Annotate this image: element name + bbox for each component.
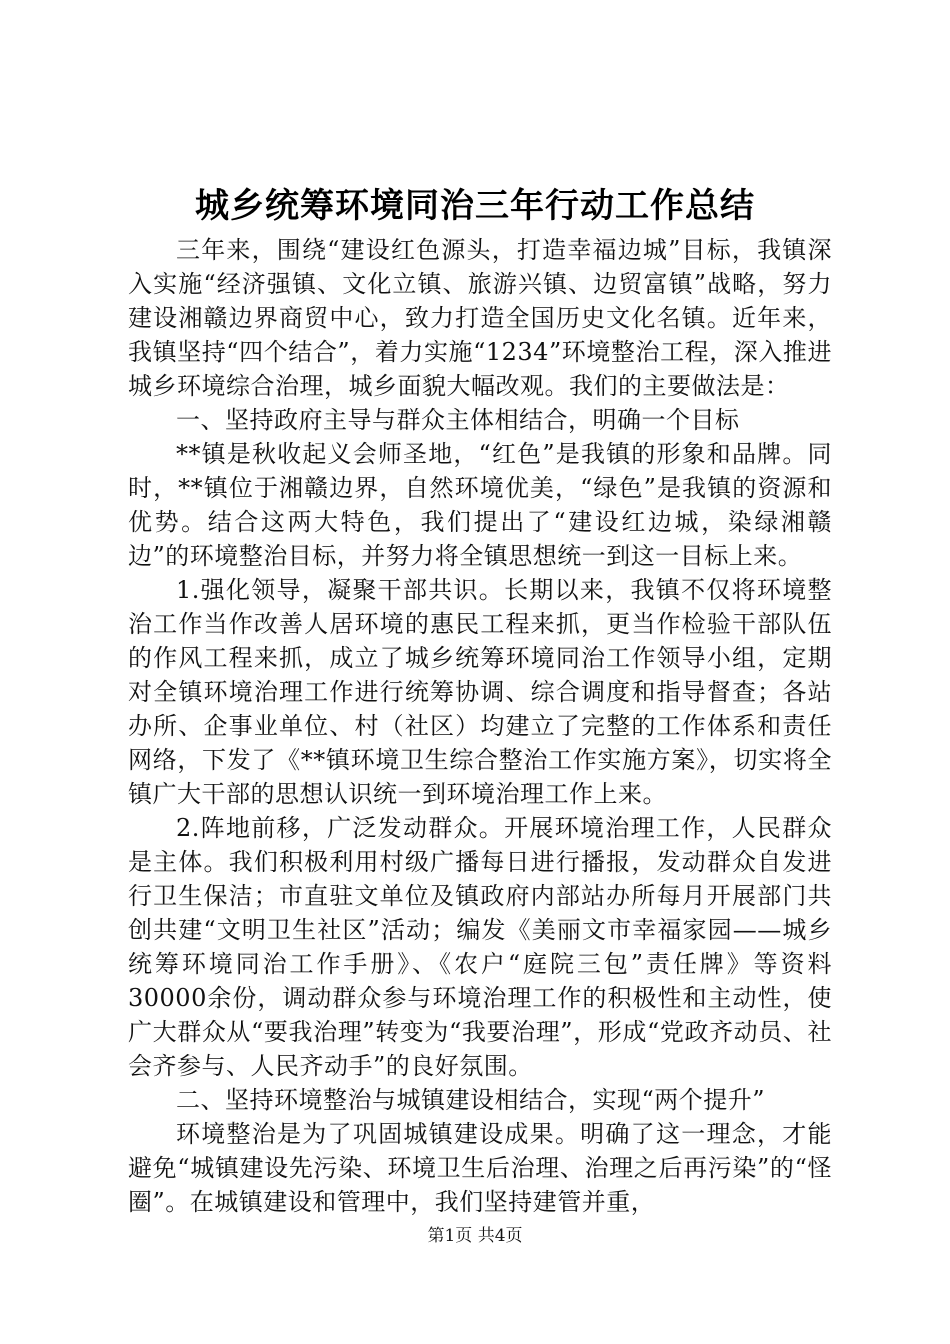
- paragraph-leadership: 1.强化领导，凝聚干部共识。长期以来，我镇不仅将环境整治工作当作改善人居环境的惠民工程来抓，更当作检验干部队伍的作风工程来抓，成立了城乡统筹环境同治工作领导小组，定期对全镇环境治理工作进行统筹协调、综合调度和指导督查；各站办所、企事业单位、村（社区）均建立了完整的工作体系和责任网络，下发了《**镇环境卫生综合整治工作实施方案》，切实将全镇广大干部的思想认识统一到环境治理工作上来。: [128, 576, 832, 808]
- paragraph-intro: 三年来，围绕“建设红色源头，打造幸福边城”目标，我镇深入实施“经济强镇、文化立镇、旅游兴镇、边贸富镇”战略，努力建设湘赣边界商贸中心，致力打造全国历史文化名镇。近年来，我镇坚持“四个结合”，着力实施“1234”环境整治工程，深入推进城乡环境综合治理，城乡面貌大幅改观。我们的主要做法是：: [128, 236, 832, 400]
- paragraph-construction: 环境整治是为了巩固城镇建设成果。明确了这一理念，才能避免“城镇建设先污染、环境卫生后治理、治理之后再污染”的“怪圈”。在城镇建设和管理中，我们坚持建管并重，: [128, 1120, 832, 1216]
- page-number: 第1页 共4页: [427, 1226, 523, 1246]
- section-heading-2: 二、坚持环境整治与城镇建设相结合，实现“两个提升”: [176, 1086, 766, 1114]
- document-body: [128, 233, 832, 1219]
- paragraph-goal: **镇是秋收起义会师圣地，“红色”是我镇的形象和品牌。同时，**镇位于湘赣边界，自然环境优美，“绿色”是我镇的资源和优势。结合这两大特色，我们提出了“建设红边城，染绿湘赣边”的环境整治目标，并努力将全镇思想统一到这一目标上来。: [128, 440, 832, 570]
- paragraph-mobilize: 2.阵地前移，广泛发动群众。开展环境治理工作，人民群众是主体。我们积极利用村级广播每日进行播报，发动群众自发进行卫生保洁；市直驻文单位及镇政府内部站办所每月开展部门共创共建“文明卫生社区”活动；编发《美丽文市幸福家园——城乡统筹环境同治工作手册》、《农户“庭院三包”责任牌》等资料30000余份，调动群众参与环境治理工作的积极性和主动性，使广大群众从“要我治理”转变为“我要治理”，形成“党政齐动员、社会齐参与、人民齐动手”的良好氛围。: [128, 814, 832, 1080]
- section-heading-1: 一、坚持政府主导与群众主体相结合，明确一个目标: [176, 406, 740, 434]
- document-title: 城乡统筹环境同治三年行动工作总结: [195, 186, 755, 226]
